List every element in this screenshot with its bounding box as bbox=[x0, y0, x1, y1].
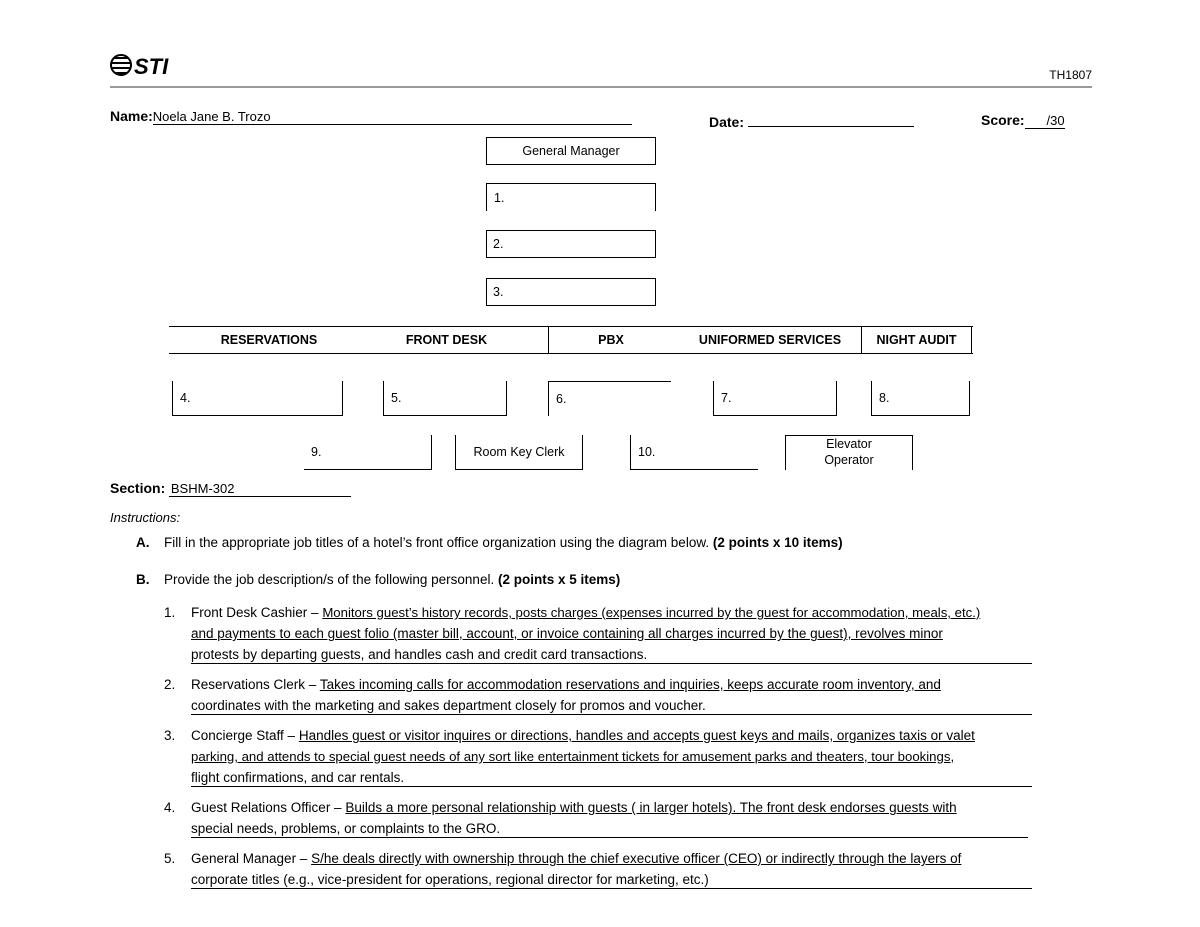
instruction-a-marker: A. bbox=[136, 535, 150, 550]
logo-text: STI bbox=[134, 54, 169, 79]
instruction-a-points: (2 points x 10 items) bbox=[712, 535, 843, 550]
answer-1-number: 1. bbox=[164, 605, 176, 620]
date-label: Date: bbox=[709, 114, 745, 130]
org-box-9: 9. bbox=[304, 435, 432, 470]
globe-icon bbox=[110, 54, 132, 76]
answer-2-text-1: Takes incoming calls for accommodation reservations and inquiries, keeps accurate room inventory, and bbox=[319, 677, 941, 692]
answer-2-line-2: coordinates with the marketing and sakes department closely for promos and voucher. bbox=[191, 698, 1032, 715]
answer-3-line-1 bbox=[191, 728, 975, 743]
org-box-3: 3. bbox=[486, 278, 656, 306]
score-label: Score: bbox=[981, 112, 1025, 128]
name-value: Noela Jane B. Trozo bbox=[153, 109, 632, 125]
instruction-b-marker: B. bbox=[136, 572, 150, 587]
section-row bbox=[110, 480, 351, 497]
answer-2-title: Reservations Clerk – bbox=[191, 677, 317, 692]
answer-4-text-1: Builds a more personal relationship with guests ( in larger hotels). The front desk endorses guests with bbox=[345, 800, 957, 815]
org-box-5: 5. bbox=[383, 381, 507, 416]
answer-1-line-3: protests by departing guests, and handles cash and credit card transactions. bbox=[191, 647, 1032, 664]
instructions-label: Instructions: bbox=[110, 510, 181, 525]
answer-4-title: Guest Relations Officer – bbox=[191, 800, 342, 815]
instruction-b bbox=[164, 572, 620, 587]
answer-1-line-2: and payments to each guest folio (master bill, account, or invoice containing all charges incurred by the guest), revolves minor bbox=[191, 626, 943, 641]
dept-night-audit: NIGHT AUDIT bbox=[862, 327, 972, 353]
answer-5-line-1 bbox=[191, 851, 961, 866]
answer-2-line-1 bbox=[191, 677, 941, 692]
dept-uniformed-services: UNIFORMED SERVICES bbox=[698, 333, 842, 347]
org-box-1: 1. bbox=[486, 183, 656, 211]
dept-reservations: RESERVATIONS bbox=[220, 333, 318, 347]
date-value bbox=[748, 112, 914, 127]
instruction-a bbox=[164, 535, 843, 550]
answer-1-line-1 bbox=[191, 605, 1100, 620]
answer-5-line-2: corporate titles (e.g., vice-president for operations, regional director for marketing, etc.) bbox=[191, 872, 1032, 889]
answer-4-line-1 bbox=[191, 800, 957, 815]
org-general-manager: General Manager bbox=[486, 137, 656, 165]
org-box-4: 4. bbox=[172, 381, 343, 416]
answer-5-text-1: S/he deals directly with ownership through the chief executive officer (CEO) or indirectly through the layers of bbox=[311, 851, 962, 866]
answer-3-line-2: parking, and attends to special guest needs of any sort like entertainment tickets for amusement parks and theaters, tour bookings, bbox=[191, 749, 955, 764]
dept-pbx: PBX bbox=[598, 333, 624, 347]
answer-4-number: 4. bbox=[164, 800, 176, 815]
dept-front-desk: FRONT DESK bbox=[405, 333, 488, 347]
instruction-a-text: Fill in the appropriate job titles of a hotel’s front office organization using the diagram below. bbox=[164, 535, 710, 550]
answer-4-line-2: special needs, problems, or complaints to the GRO. bbox=[191, 821, 1028, 838]
org-box-2: 2. bbox=[486, 230, 656, 258]
org-box-6: 6. bbox=[548, 381, 671, 416]
answer-1-text-1: Monitors guest’s history records, posts charges (expenses incurred by the guest for accommodation, meals, etc.) bbox=[322, 605, 981, 620]
org-room-key-clerk: Room Key Clerk bbox=[455, 435, 583, 470]
org-box-10: 10. bbox=[630, 435, 758, 470]
sti-logo bbox=[110, 54, 168, 80]
department-bar bbox=[169, 326, 973, 354]
name-row bbox=[110, 108, 632, 125]
section-label: Section: bbox=[110, 480, 166, 496]
answer-3-title: Concierge Staff – bbox=[191, 728, 296, 743]
org-box-7: 7. bbox=[713, 381, 837, 416]
score-value: /30 bbox=[1025, 113, 1065, 129]
org-box-8: 8. bbox=[871, 381, 970, 416]
section-value: BSHM-302 bbox=[169, 481, 351, 497]
score-row bbox=[981, 112, 1065, 129]
instruction-b-points: (2 points x 5 items) bbox=[497, 572, 621, 587]
answer-3-number: 3. bbox=[164, 728, 176, 743]
answer-1-title: Front Desk Cashier – bbox=[191, 605, 319, 620]
org-elevator-operator: Elevator Operator bbox=[785, 435, 913, 470]
document-code: TH1807 bbox=[1049, 68, 1092, 82]
name-label: Name: bbox=[110, 108, 153, 124]
answer-5-title: General Manager – bbox=[191, 851, 308, 866]
instruction-b-text: Provide the job description/s of the following personnel. bbox=[164, 572, 495, 587]
answer-2-number: 2. bbox=[164, 677, 176, 692]
answer-3-line-3: flight confirmations, and car rentals. bbox=[191, 770, 1032, 787]
date-row bbox=[709, 112, 914, 130]
header-rule bbox=[110, 86, 1092, 88]
answer-5-number: 5. bbox=[164, 851, 176, 866]
answer-3-text-1: Handles guest or visitor inquires or directions, handles and accepts guest keys and mails, organizes taxis or valet bbox=[298, 728, 975, 743]
